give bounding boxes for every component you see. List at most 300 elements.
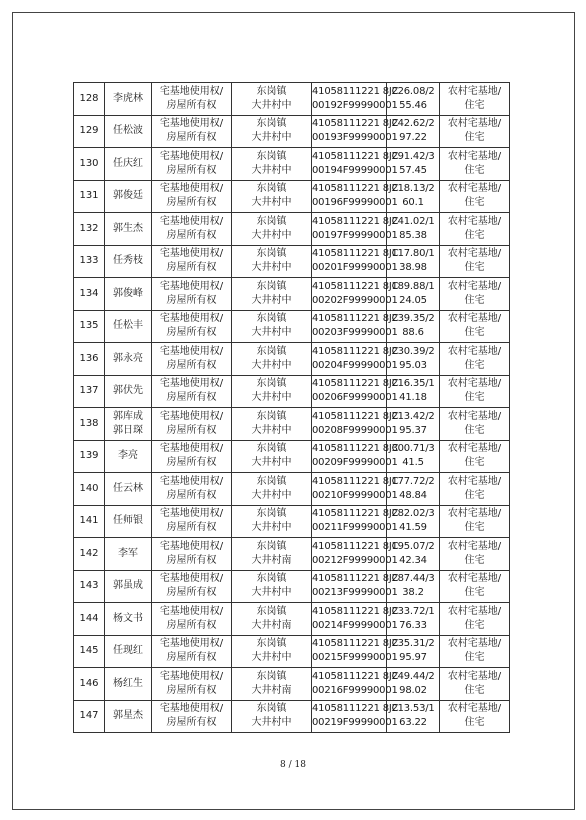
usage-line: 住宅	[464, 132, 485, 144]
table-row	[74, 538, 510, 571]
usage-cell	[440, 440, 510, 473]
right-type-line: 房屋所有权	[166, 132, 217, 144]
right-type-line: 房屋所有权	[166, 717, 217, 729]
serial-number-cell: 136	[74, 343, 105, 376]
parcel-code-line: 00203F99990001	[312, 327, 398, 339]
area-line: 97.22	[399, 132, 427, 144]
right-type-line: 房屋所有权	[166, 684, 217, 696]
table-row	[74, 570, 510, 603]
serial-number-cell: 132	[74, 213, 105, 246]
area-line: 60.1	[402, 197, 424, 209]
usage-cell	[440, 635, 510, 668]
owner-name-line: 郭生杰	[113, 222, 143, 234]
area-line: 41.59	[399, 522, 427, 534]
location-cell	[232, 245, 312, 278]
parcel-code-line: 41058111221 8JC	[312, 313, 399, 325]
area-line: 195.07/2	[391, 540, 435, 552]
parcel-code-cell	[312, 538, 399, 571]
usage-line: 农村宅基地/	[447, 280, 502, 292]
owner-name-line: 任秀枝	[113, 255, 143, 267]
parcel-code-line: 41058111221 8JC	[312, 280, 399, 292]
location-line: 大井村中	[251, 327, 292, 339]
right-type-line: 宅基地使用权/	[159, 378, 224, 390]
usage-line: 农村宅基地/	[447, 443, 502, 455]
parcel-code-line: 00197F99990001	[312, 229, 398, 241]
area-line: 213.42/2	[391, 410, 435, 422]
usage-cell	[440, 213, 510, 246]
owner-name-cell	[105, 635, 152, 668]
parcel-code-cell	[312, 148, 399, 181]
parcel-code-line: 41058111221 8JC	[312, 605, 399, 617]
usage-line: 住宅	[464, 262, 485, 274]
location-line: 东岗镇	[256, 573, 287, 585]
owner-name-cell	[105, 538, 152, 571]
area-line: 98.02	[399, 684, 427, 696]
area-line: 291.42/3	[391, 150, 435, 162]
registry-table	[73, 82, 510, 733]
serial-number-cell: 133	[74, 245, 105, 278]
right-type-line: 宅基地使用权/	[159, 410, 224, 422]
right-type-line: 宅基地使用权/	[159, 280, 224, 292]
owner-name-line: 任松丰	[113, 320, 143, 332]
parcel-code-line: 00194F99990001	[312, 164, 398, 176]
table-row	[74, 603, 510, 636]
usage-cell	[440, 245, 510, 278]
owner-name-line: 郭俊峰	[113, 287, 143, 299]
usage-line: 住宅	[464, 717, 485, 729]
owner-name-line: 任云林	[113, 482, 143, 494]
location-cell	[232, 440, 312, 473]
table-row	[74, 278, 510, 311]
owner-name-cell	[105, 408, 152, 441]
owner-name-cell	[105, 440, 152, 473]
usage-line: 住宅	[464, 457, 485, 469]
right-type-cell	[152, 83, 232, 116]
parcel-code-cell	[312, 343, 399, 376]
owner-name-cell	[105, 603, 152, 636]
area-line: 24.05	[399, 294, 427, 306]
owner-name-cell	[105, 570, 152, 603]
location-line: 东岗镇	[256, 540, 287, 552]
area-line: 177.72/2	[391, 475, 435, 487]
location-line: 东岗镇	[256, 345, 287, 357]
right-type-line: 宅基地使用权/	[159, 573, 224, 585]
location-line: 大井村南	[251, 554, 292, 566]
right-type-line: 宅基地使用权/	[159, 540, 224, 552]
location-line: 大井村中	[251, 262, 292, 274]
parcel-code-cell	[312, 603, 399, 636]
right-type-line: 宅基地使用权/	[159, 670, 224, 682]
area-line: 239.35/2	[391, 313, 435, 325]
parcel-code-line: 41058111221 8JC	[312, 85, 399, 97]
parcel-code-cell	[312, 570, 399, 603]
location-line: 东岗镇	[256, 150, 287, 162]
parcel-code-line: 00204F99990001	[312, 359, 398, 371]
parcel-code-cell	[312, 375, 399, 408]
parcel-code-cell	[312, 668, 399, 701]
usage-cell	[440, 603, 510, 636]
right-type-line: 宅基地使用权/	[159, 475, 224, 487]
table-row	[74, 245, 510, 278]
parcel-code-cell	[312, 408, 399, 441]
serial-number-cell: 143	[74, 570, 105, 603]
usage-line: 住宅	[464, 327, 485, 339]
right-type-line: 房屋所有权	[166, 522, 217, 534]
right-type-line: 宅基地使用权/	[159, 85, 224, 97]
serial-number-cell: 131	[74, 180, 105, 213]
owner-name-line: 郭伏先	[113, 385, 143, 397]
serial-number-cell: 145	[74, 635, 105, 668]
right-type-line: 房屋所有权	[166, 229, 217, 241]
area-line: 55.46	[399, 99, 427, 111]
usage-line: 农村宅基地/	[447, 540, 502, 552]
location-line: 大井村中	[251, 652, 292, 664]
usage-line: 住宅	[464, 229, 485, 241]
usage-line: 农村宅基地/	[447, 150, 502, 162]
usage-cell	[440, 115, 510, 148]
area-line: 76.33	[399, 619, 427, 631]
area-line: 235.31/2	[391, 638, 435, 650]
right-type-line: 房屋所有权	[166, 99, 217, 111]
location-line: 东岗镇	[256, 378, 287, 390]
usage-cell	[440, 473, 510, 506]
parcel-code-line: 00206F99990001	[312, 392, 398, 404]
parcel-code-line: 00208F99990001	[312, 424, 398, 436]
serial-number-cell: 128	[74, 83, 105, 116]
table-row	[74, 310, 510, 343]
area-line: 218.13/2	[391, 183, 435, 195]
right-type-cell	[152, 408, 232, 441]
parcel-code-line: 00202F99990001	[312, 294, 398, 306]
location-cell	[232, 343, 312, 376]
owner-name-cell	[105, 278, 152, 311]
serial-number-cell: 146	[74, 668, 105, 701]
area-line: 233.72/1	[391, 605, 435, 617]
parcel-code-cell	[312, 83, 399, 116]
area-line: 38.98	[399, 262, 427, 274]
location-line: 东岗镇	[256, 280, 287, 292]
usage-line: 住宅	[464, 522, 485, 534]
table-row	[74, 115, 510, 148]
parcel-code-cell	[312, 245, 399, 278]
right-type-cell	[152, 375, 232, 408]
location-line: 大井村南	[251, 619, 292, 631]
location-line: 东岗镇	[256, 443, 287, 455]
right-type-line: 房屋所有权	[166, 294, 217, 306]
location-cell	[232, 408, 312, 441]
serial-number-cell: 134	[74, 278, 105, 311]
parcel-code-line: 41058111221 8JC	[312, 638, 399, 650]
area-line: 88.6	[402, 327, 424, 339]
right-type-cell	[152, 668, 232, 701]
table-row	[74, 635, 510, 668]
parcel-code-line: 00215F99990001	[312, 652, 398, 664]
parcel-code-line: 41058111221 8JC	[312, 703, 399, 715]
owner-name-line: 郭库成	[113, 410, 143, 422]
location-cell	[232, 180, 312, 213]
area-line: 48.84	[399, 489, 427, 501]
right-type-line: 房屋所有权	[166, 359, 217, 371]
right-type-line: 房屋所有权	[166, 164, 217, 176]
serial-number-cell: 142	[74, 538, 105, 571]
right-type-cell	[152, 570, 232, 603]
usage-cell	[440, 700, 510, 733]
right-type-cell	[152, 505, 232, 538]
area-line: 241.02/1	[391, 215, 435, 227]
serial-number-cell: 137	[74, 375, 105, 408]
area-line: 242.62/2	[391, 118, 435, 130]
right-type-line: 宅基地使用权/	[159, 605, 224, 617]
location-line: 东岗镇	[256, 313, 287, 325]
location-cell	[232, 603, 312, 636]
area-line: 95.97	[399, 652, 427, 664]
table-row	[74, 375, 510, 408]
table-row	[74, 668, 510, 701]
location-line: 大井村中	[251, 489, 292, 501]
usage-cell	[440, 668, 510, 701]
serial-number-cell: 147	[74, 700, 105, 733]
location-line: 大井村中	[251, 99, 292, 111]
right-type-cell	[152, 310, 232, 343]
table-row	[74, 700, 510, 733]
parcel-code-line: 41058111221 8JC	[312, 345, 399, 357]
right-type-cell	[152, 148, 232, 181]
location-line: 东岗镇	[256, 475, 287, 487]
usage-cell	[440, 570, 510, 603]
area-line: 42.34	[399, 554, 427, 566]
parcel-code-line: 41058111221 8JC	[312, 540, 399, 552]
area-line: 216.35/1	[391, 378, 435, 390]
usage-line: 住宅	[464, 684, 485, 696]
usage-line: 住宅	[464, 294, 485, 306]
location-cell	[232, 635, 312, 668]
usage-line: 住宅	[464, 392, 485, 404]
right-type-line: 房屋所有权	[166, 392, 217, 404]
usage-line: 农村宅基地/	[447, 508, 502, 520]
parcel-code-cell	[312, 180, 399, 213]
table-row	[74, 440, 510, 473]
area-line: 38.2	[402, 587, 424, 599]
area-line: 85.38	[399, 229, 427, 241]
area-line: 95.37	[399, 424, 427, 436]
usage-cell	[440, 83, 510, 116]
usage-cell	[440, 180, 510, 213]
owner-name-line: 李军	[118, 547, 138, 559]
right-type-cell	[152, 180, 232, 213]
parcel-code-line: 41058111221 8JC	[312, 215, 399, 227]
right-type-line: 宅基地使用权/	[159, 638, 224, 650]
usage-line: 住宅	[464, 652, 485, 664]
location-line: 大井村中	[251, 522, 292, 534]
usage-line: 农村宅基地/	[447, 410, 502, 422]
owner-name-line: 郭虽成	[113, 580, 143, 592]
right-type-cell	[152, 700, 232, 733]
location-line: 大井村中	[251, 229, 292, 241]
usage-cell	[440, 310, 510, 343]
parcel-code-line: 41058111221 8JC	[312, 150, 399, 162]
parcel-code-line: 00210F99990001	[312, 489, 398, 501]
right-type-line: 宅基地使用权/	[159, 345, 224, 357]
parcel-code-cell	[312, 278, 399, 311]
owner-name-line: 任师银	[113, 515, 143, 527]
table-body	[74, 83, 510, 733]
usage-line: 农村宅基地/	[447, 248, 502, 260]
owner-name-cell	[105, 310, 152, 343]
usage-line: 住宅	[464, 619, 485, 631]
right-type-line: 房屋所有权	[166, 587, 217, 599]
right-type-line: 宅基地使用权/	[159, 313, 224, 325]
right-type-cell	[152, 213, 232, 246]
serial-number-cell: 130	[74, 148, 105, 181]
location-cell	[232, 538, 312, 571]
parcel-code-cell	[312, 440, 399, 473]
usage-line: 住宅	[464, 489, 485, 501]
table-row	[74, 505, 510, 538]
right-type-line: 房屋所有权	[166, 619, 217, 631]
serial-number-cell: 135	[74, 310, 105, 343]
location-cell	[232, 148, 312, 181]
right-type-line: 房屋所有权	[166, 197, 217, 209]
owner-name-cell	[105, 115, 152, 148]
area-line: 282.02/3	[391, 508, 435, 520]
location-line: 东岗镇	[256, 638, 287, 650]
area-line: 287.44/3	[391, 573, 435, 585]
right-type-line: 房屋所有权	[166, 262, 217, 274]
usage-cell	[440, 538, 510, 571]
location-line: 东岗镇	[256, 605, 287, 617]
area-line: 213.53/1	[391, 703, 435, 715]
location-line: 大井村中	[251, 197, 292, 209]
owner-name-line: 郭日琛	[113, 424, 143, 436]
serial-number-cell: 140	[74, 473, 105, 506]
location-cell	[232, 375, 312, 408]
owner-name-line: 李虎林	[113, 92, 143, 104]
usage-line: 住宅	[464, 164, 485, 176]
owner-name-cell	[105, 668, 152, 701]
usage-line: 农村宅基地/	[447, 118, 502, 130]
usage-line: 住宅	[464, 424, 485, 436]
usage-line: 农村宅基地/	[447, 573, 502, 585]
location-cell	[232, 310, 312, 343]
table-row	[74, 180, 510, 213]
location-line: 大井村南	[251, 684, 292, 696]
location-line: 东岗镇	[256, 85, 287, 97]
location-cell	[232, 115, 312, 148]
usage-cell	[440, 278, 510, 311]
owner-name-line: 郭俊廷	[113, 190, 143, 202]
owner-name-line: 任庆红	[113, 157, 143, 169]
location-cell	[232, 700, 312, 733]
owner-name-cell	[105, 213, 152, 246]
right-type-cell	[152, 635, 232, 668]
parcel-code-line: 00193F99990001	[312, 132, 398, 144]
area-line: 57.45	[399, 164, 427, 176]
owner-name-line: 任松波	[113, 125, 143, 137]
location-cell	[232, 505, 312, 538]
location-line: 大井村中	[251, 132, 292, 144]
usage-line: 农村宅基地/	[447, 313, 502, 325]
parcel-code-cell	[312, 473, 399, 506]
usage-line: 农村宅基地/	[447, 215, 502, 227]
table-row	[74, 148, 510, 181]
parcel-code-line: 41058111221 8JC	[312, 410, 399, 422]
parcel-code-line: 41058111221 8JC	[312, 475, 399, 487]
right-type-cell	[152, 115, 232, 148]
right-type-line: 房屋所有权	[166, 327, 217, 339]
table-row	[74, 343, 510, 376]
usage-line: 农村宅基地/	[447, 85, 502, 97]
location-cell	[232, 278, 312, 311]
owner-name-cell	[105, 180, 152, 213]
table-row	[74, 213, 510, 246]
serial-number-cell: 141	[74, 505, 105, 538]
location-line: 大井村中	[251, 294, 292, 306]
right-type-cell	[152, 603, 232, 636]
area-line: 249.44/2	[391, 670, 435, 682]
usage-cell	[440, 408, 510, 441]
area-line: 300.71/3	[391, 443, 435, 455]
owner-name-cell	[105, 473, 152, 506]
area-line: 230.39/2	[391, 345, 435, 357]
parcel-code-cell	[312, 700, 399, 733]
location-line: 东岗镇	[256, 670, 287, 682]
parcel-code-line: 41058111221 8JC	[312, 670, 399, 682]
owner-name-line: 任现红	[113, 645, 143, 657]
area-line: 117.80/1	[391, 248, 435, 260]
owner-name-cell	[105, 245, 152, 278]
serial-number-cell: 144	[74, 603, 105, 636]
area-line: 41.5	[402, 457, 424, 469]
location-line: 东岗镇	[256, 183, 287, 195]
table-row	[74, 83, 510, 116]
parcel-code-cell	[312, 310, 399, 343]
parcel-code-line: 00212F99990001	[312, 554, 398, 566]
owner-name-line: 杨文书	[113, 612, 143, 624]
location-cell	[232, 83, 312, 116]
location-line: 东岗镇	[256, 703, 287, 715]
usage-line: 农村宅基地/	[447, 605, 502, 617]
parcel-code-line: 00211F99990001	[312, 522, 398, 534]
parcel-code-line: 41058111221 8JC	[312, 378, 399, 390]
right-type-line: 宅基地使用权/	[159, 443, 224, 455]
parcel-code-line: 00213F99990001	[312, 587, 398, 599]
parcel-code-line: 00214F99990001	[312, 619, 398, 631]
location-line: 大井村中	[251, 424, 292, 436]
area-line: 63.22	[399, 717, 427, 729]
usage-line: 农村宅基地/	[447, 703, 502, 715]
location-line: 大井村中	[251, 457, 292, 469]
parcel-code-line: 41058111221 8JC	[312, 573, 399, 585]
area-line: 226.08/2	[391, 85, 435, 97]
owner-name-line: 李亮	[118, 450, 138, 462]
right-type-line: 房屋所有权	[166, 424, 217, 436]
right-type-line: 房屋所有权	[166, 554, 217, 566]
parcel-code-line: 41058111221 8JC	[312, 508, 399, 520]
serial-number-cell: 129	[74, 115, 105, 148]
usage-cell	[440, 375, 510, 408]
owner-name-cell	[105, 375, 152, 408]
location-line: 大井村中	[251, 717, 292, 729]
usage-line: 农村宅基地/	[447, 345, 502, 357]
parcel-code-cell	[312, 635, 399, 668]
right-type-line: 宅基地使用权/	[159, 703, 224, 715]
usage-line: 农村宅基地/	[447, 638, 502, 650]
usage-cell	[440, 505, 510, 538]
owner-name-cell	[105, 343, 152, 376]
parcel-code-cell	[312, 505, 399, 538]
right-type-cell	[152, 245, 232, 278]
right-type-line: 宅基地使用权/	[159, 150, 224, 162]
